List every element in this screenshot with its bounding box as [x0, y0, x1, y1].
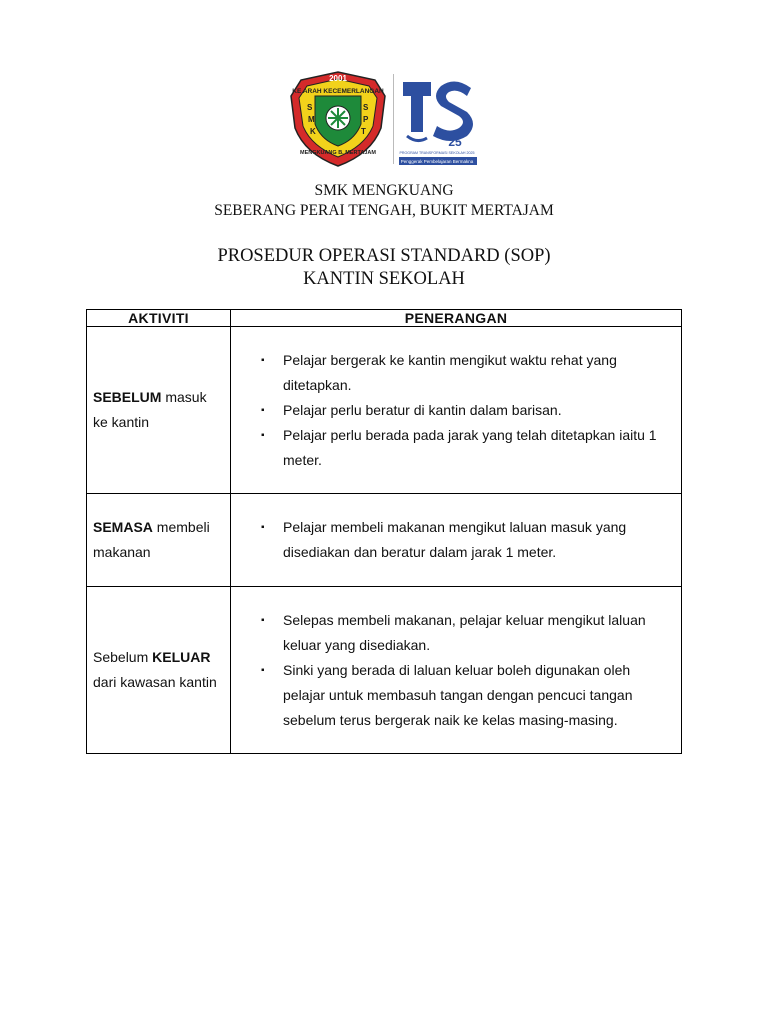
sop-table — [86, 309, 682, 754]
list-item — [261, 658, 671, 733]
list-item-text: Pelajar perlu beratur di kantin dalam barisan. — [283, 401, 562, 418]
list-item — [261, 398, 671, 423]
school-crest-logo — [285, 66, 391, 170]
bullet-icon: ▪ — [261, 614, 265, 626]
crest-letter: M — [308, 115, 315, 124]
document-subtitle: KANTIN SEKOLAH — [303, 269, 465, 289]
crest-motto: KE ARAH KECEMERLANGAN — [292, 88, 384, 95]
list-item — [261, 515, 671, 565]
description-cell — [231, 327, 682, 494]
bullet-icon: ▪ — [261, 664, 265, 676]
activity-cell — [87, 327, 231, 494]
list-item-text: Selepas membeli makanan, pelajar keluar mengikut laluan keluar yang disediakan. — [283, 611, 646, 653]
description-list — [261, 515, 671, 565]
description-cell — [231, 494, 682, 587]
activity-suffix: membeli makanan — [93, 519, 210, 560]
bullet-icon: ▪ — [261, 404, 265, 416]
list-item — [261, 608, 671, 658]
list-item — [261, 423, 671, 473]
table-header-row — [87, 310, 682, 327]
description-list — [261, 348, 671, 473]
crest-letter: S — [363, 103, 369, 112]
crest-letter: P — [363, 115, 369, 124]
activity-keyword: KELUAR — [152, 649, 211, 665]
list-item-text: Pelajar perlu berada pada jarak yang telah ditetapkan iaitu 1 meter. — [283, 426, 657, 468]
column-header-description: PENERANGAN — [231, 310, 682, 327]
bullet-icon: ▪ — [261, 429, 265, 441]
crest-letter: S — [307, 103, 313, 112]
list-item — [261, 348, 671, 398]
crest-letter: T — [361, 127, 366, 136]
activity-keyword: SEMASA — [93, 519, 153, 535]
ts25-logo — [397, 74, 481, 166]
school-name: SMK MENGKUANG — [314, 182, 454, 199]
logo-area — [285, 66, 485, 170]
bullet-icon: ▪ — [261, 522, 265, 533]
description-cell — [231, 587, 682, 754]
activity-prefix: Sebelum — [93, 649, 153, 665]
ts25-caption: PROGRAM TRANSFORMASI SEKOLAH 2025 — [399, 151, 475, 155]
list-item-text: Pelajar membeli makanan mengikut laluan masuk yang disediakan dan beratur dalam jarak 1 meter. — [283, 519, 627, 560]
bullet-icon: ▪ — [261, 354, 265, 366]
document-title: PROSEDUR OPERASI STANDARD (SOP) — [217, 246, 551, 266]
list-item-text: Pelajar bergerak ke kantin mengikut waktu rehat yang ditetapkan. — [283, 351, 617, 393]
crest-name: MENGKUANG B. MERTAJAM — [300, 150, 376, 156]
logo-divider — [393, 74, 394, 164]
crest-letter: K — [310, 127, 316, 136]
description-list — [261, 608, 671, 733]
ts25-number: 25 — [448, 135, 462, 149]
activity-keyword: SEBELUM — [93, 389, 162, 405]
activity-cell — [87, 587, 231, 754]
school-location: SEBERANG PERAI TENGAH, BUKIT MERTAJAM — [214, 202, 554, 219]
activity-suffix: masuk ke kantin — [93, 389, 207, 430]
list-item-text: Sinki yang berada di laluan keluar boleh digunakan oleh pelajar untuk membasuh tangan dengan pencuci tangan sebelum terus bergerak naik ke kelas masing-masing. — [283, 661, 633, 728]
table-row — [87, 494, 682, 587]
ts25-tagline: Penggerak Pembelajaran Bermakna — [400, 159, 474, 164]
activity-suffix: dari kawasan kantin — [93, 674, 217, 690]
table-row — [87, 327, 682, 494]
column-header-activity: AKTIVITI — [87, 310, 231, 327]
activity-cell — [87, 494, 231, 587]
crest-year: 2001 — [329, 74, 347, 83]
table-row — [87, 587, 682, 754]
